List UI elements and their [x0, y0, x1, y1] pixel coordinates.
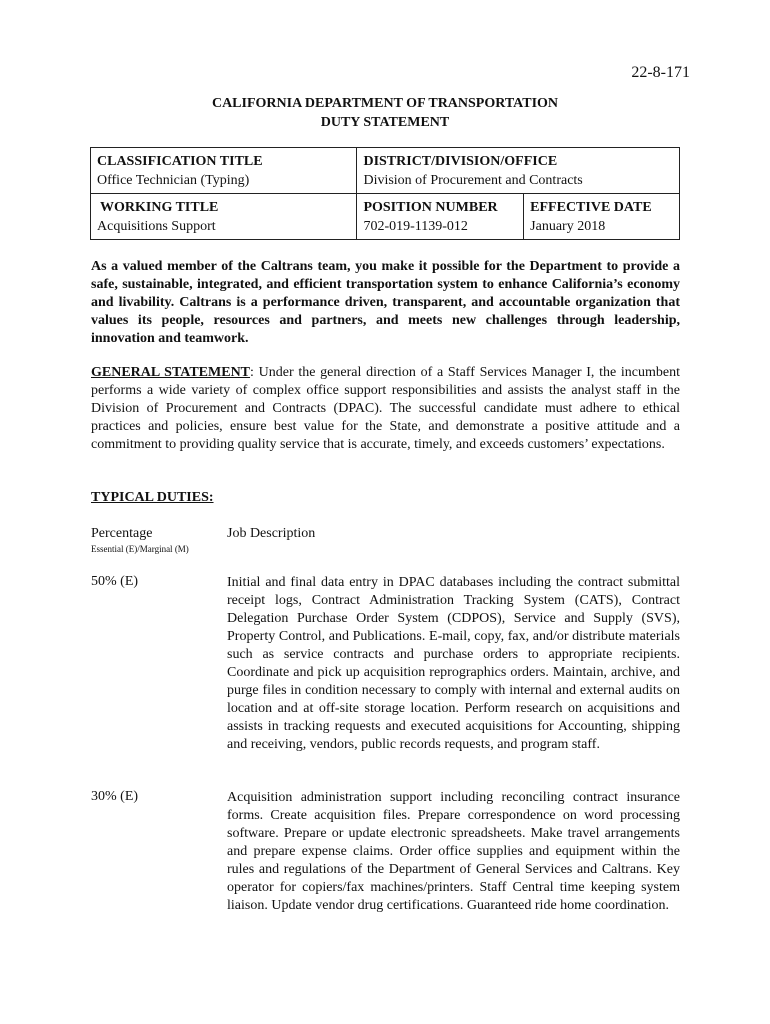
working-title-label: WORKING TITLE [100, 200, 219, 215]
duty-1-percentage: 50% (E) [91, 574, 139, 589]
position-info-table [90, 147, 680, 240]
working-title-cell [91, 194, 357, 240]
general-statement-label: GENERAL STATEMENT [91, 365, 251, 380]
intro-paragraph: As a valued member of the Caltrans team, you make it possible for the Department to provide a safe, sustainable, integrated, and efficient transportation system to enhance California’s economy and livability. Caltrans is a performance driven, transparent, and accountable organization that values its people, resources and partners, and meets new challenges through leadership, innovation and teamwork. [91, 259, 680, 346]
district-cell [357, 148, 680, 194]
duty-2-description: Acquisition administration support including reconciling contract insurance forms. Create acquisition files. Prepare correspondence on word processing software. Prepare or update electronic spreadsheets. Make travel arrangements and prepare expense claims. Order office supplies and equipment within the rules and regulations of the Department of General Services and Caltrans. Key operator for copiers/fax machines/printers. Staff Central time keeping system liaison. Update vendor drug certifications. Guaranteed ride home coordination. [227, 790, 680, 913]
district-value: Division of Procurement and Contracts [363, 173, 583, 188]
general-statement [91, 364, 680, 454]
position-number-label: POSITION NUMBER [363, 200, 498, 215]
percentage-column-header: Percentage [91, 526, 153, 541]
classification-title-cell [91, 148, 357, 194]
position-number-cell [357, 194, 524, 240]
position-number-value: 702-019-1139-012 [363, 219, 468, 234]
department-title: CALIFORNIA DEPARTMENT OF TRANSPORTATION [211, 96, 559, 111]
effective-date-cell [524, 194, 680, 240]
document-heading [0, 94, 770, 132]
effective-date-label: EFFECTIVE DATE [530, 200, 652, 215]
document-number: 22-8-171 [631, 64, 690, 81]
general-statement-text: : Under the general direction of a Staff Services Manager I, the incumbent performs a wide variety of complex office support responsibilities and assists the analyst staff in the Division of Procurement and Contracts (DPAC). The successful candidate must adhere to ethical practices and policies, ensure best value for the State, and demonstrate a positive attitude and a commitment to providing quality service that is accurate, timely, and exceeds customers’ expectations. [91, 365, 681, 452]
district-label: DISTRICT/DIVISION/OFFICE [363, 154, 558, 169]
classification-title-value: Office Technician (Typing) [97, 173, 250, 188]
classification-title-label: CLASSIFICATION TITLE [97, 154, 263, 169]
job-description-column-header: Job Description [227, 526, 316, 541]
statement-title: DUTY STATEMENT [320, 115, 450, 130]
working-title-value: Acquisitions Support [97, 219, 216, 234]
duty-2-percentage: 30% (E) [91, 789, 139, 804]
duty-1-description: Initial and final data entry in DPAC databases including the contract submittal receipt logs, Contract Administration Tracking System (CATS), Contract Delegation Purchase Order System (CDPOS), Service and Supply (SVS), Property Control, and Publications. E-mail, copy, fax, and/or distribute materials such as service contracts and purchase orders to appropriate recipients. Coordinate and pick up acquisition reprographics orders. Maintain, archive, and purge files in condition necessary to comply with internal and external audits on location and at off-site storage location. Perform research on acquisitions and assists in tracking requests and executed acquisitions for Accounting, shipping and receiving, vendors, public records requests, and program staff. [227, 575, 680, 752]
essential-marginal-note: Essential (E)/Marginal (M) [91, 544, 189, 554]
typical-duties-heading: TYPICAL DUTIES: [91, 490, 214, 505]
effective-date-value: January 2018 [530, 219, 606, 234]
